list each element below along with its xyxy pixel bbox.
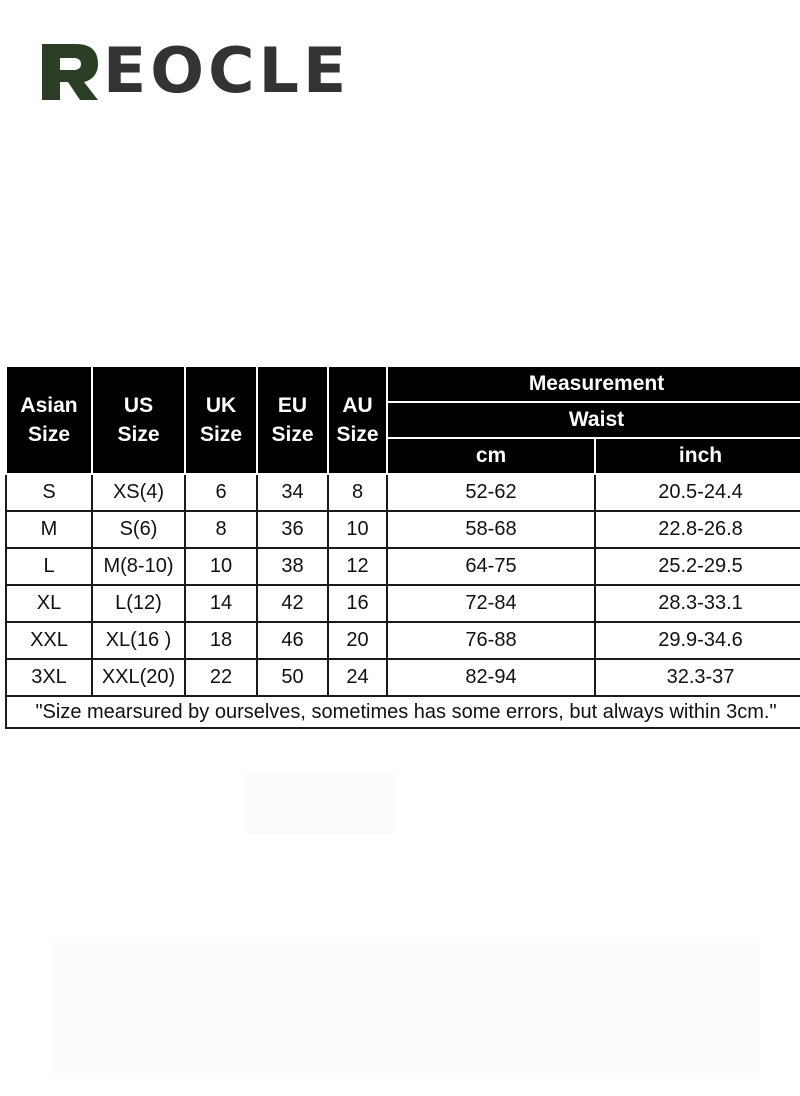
- cell-us: XXL(20): [92, 659, 185, 696]
- cell-au: 8: [328, 474, 387, 511]
- cell-eu: 50: [257, 659, 328, 696]
- cell-uk: 8: [185, 511, 257, 548]
- note-row: [6, 696, 800, 728]
- size-note: "Size mearsured by ourselves, sometimes has some errors, but always within 3cm.": [6, 696, 800, 728]
- header-eu-size: EU Size: [257, 366, 328, 474]
- cell-inch: 29.9-34.6: [595, 622, 800, 659]
- cell-eu: 34: [257, 474, 328, 511]
- cell-uk: 18: [185, 622, 257, 659]
- cell-cm: 58-68: [387, 511, 595, 548]
- cell-asian: L: [6, 548, 92, 585]
- cell-uk: 14: [185, 585, 257, 622]
- logo-r-mark-icon: [38, 42, 100, 102]
- header-uk-size: UK Size: [185, 366, 257, 474]
- cell-us: L(12): [92, 585, 185, 622]
- table-row: [6, 585, 800, 622]
- cell-uk: 6: [185, 474, 257, 511]
- cell-uk: 22: [185, 659, 257, 696]
- cell-au: 12: [328, 548, 387, 585]
- cell-cm: 76-88: [387, 622, 595, 659]
- cell-asian: XXL: [6, 622, 92, 659]
- cell-us: XS(4): [92, 474, 185, 511]
- logo-text: EOCLE: [103, 34, 351, 107]
- cell-au: 24: [328, 659, 387, 696]
- cell-us: S(6): [92, 511, 185, 548]
- cell-eu: 36: [257, 511, 328, 548]
- header-au-size: AU Size: [328, 366, 387, 474]
- cell-au: 20: [328, 622, 387, 659]
- header-asian-size: Asian Size: [6, 366, 92, 474]
- cell-au: 16: [328, 585, 387, 622]
- cell-inch: 20.5-24.4: [595, 474, 800, 511]
- cell-inch: 28.3-33.1: [595, 585, 800, 622]
- cell-us: M(8-10): [92, 548, 185, 585]
- cell-au: 10: [328, 511, 387, 548]
- header-measurement: Measurement: [387, 366, 800, 402]
- cell-inch: 32.3-37: [595, 659, 800, 696]
- cell-inch: 25.2-29.5: [595, 548, 800, 585]
- cell-eu: 42: [257, 585, 328, 622]
- cell-uk: 10: [185, 548, 257, 585]
- cell-cm: 52-62: [387, 474, 595, 511]
- cell-cm: 72-84: [387, 585, 595, 622]
- header-waist: Waist: [387, 402, 800, 438]
- cell-asian: 3XL: [6, 659, 92, 696]
- table-row: [6, 511, 800, 548]
- cell-cm: 64-75: [387, 548, 595, 585]
- header-cm: cm: [387, 438, 595, 474]
- cell-eu: 38: [257, 548, 328, 585]
- cell-asian: S: [6, 474, 92, 511]
- cell-asian: XL: [6, 585, 92, 622]
- brand-logo: [38, 34, 351, 107]
- cell-inch: 22.8-26.8: [595, 511, 800, 548]
- background-smudge: [50, 942, 760, 1078]
- table-row: [6, 622, 800, 659]
- size-chart-table: [5, 365, 800, 729]
- header-inch: inch: [595, 438, 800, 474]
- header-us-size: US Size: [92, 366, 185, 474]
- table-row: [6, 548, 800, 585]
- cell-us: XL(16 ): [92, 622, 185, 659]
- background-smudge: [245, 772, 395, 834]
- cell-eu: 46: [257, 622, 328, 659]
- cell-asian: M: [6, 511, 92, 548]
- cell-cm: 82-94: [387, 659, 595, 696]
- table-row: [6, 659, 800, 696]
- table-row: [6, 474, 800, 511]
